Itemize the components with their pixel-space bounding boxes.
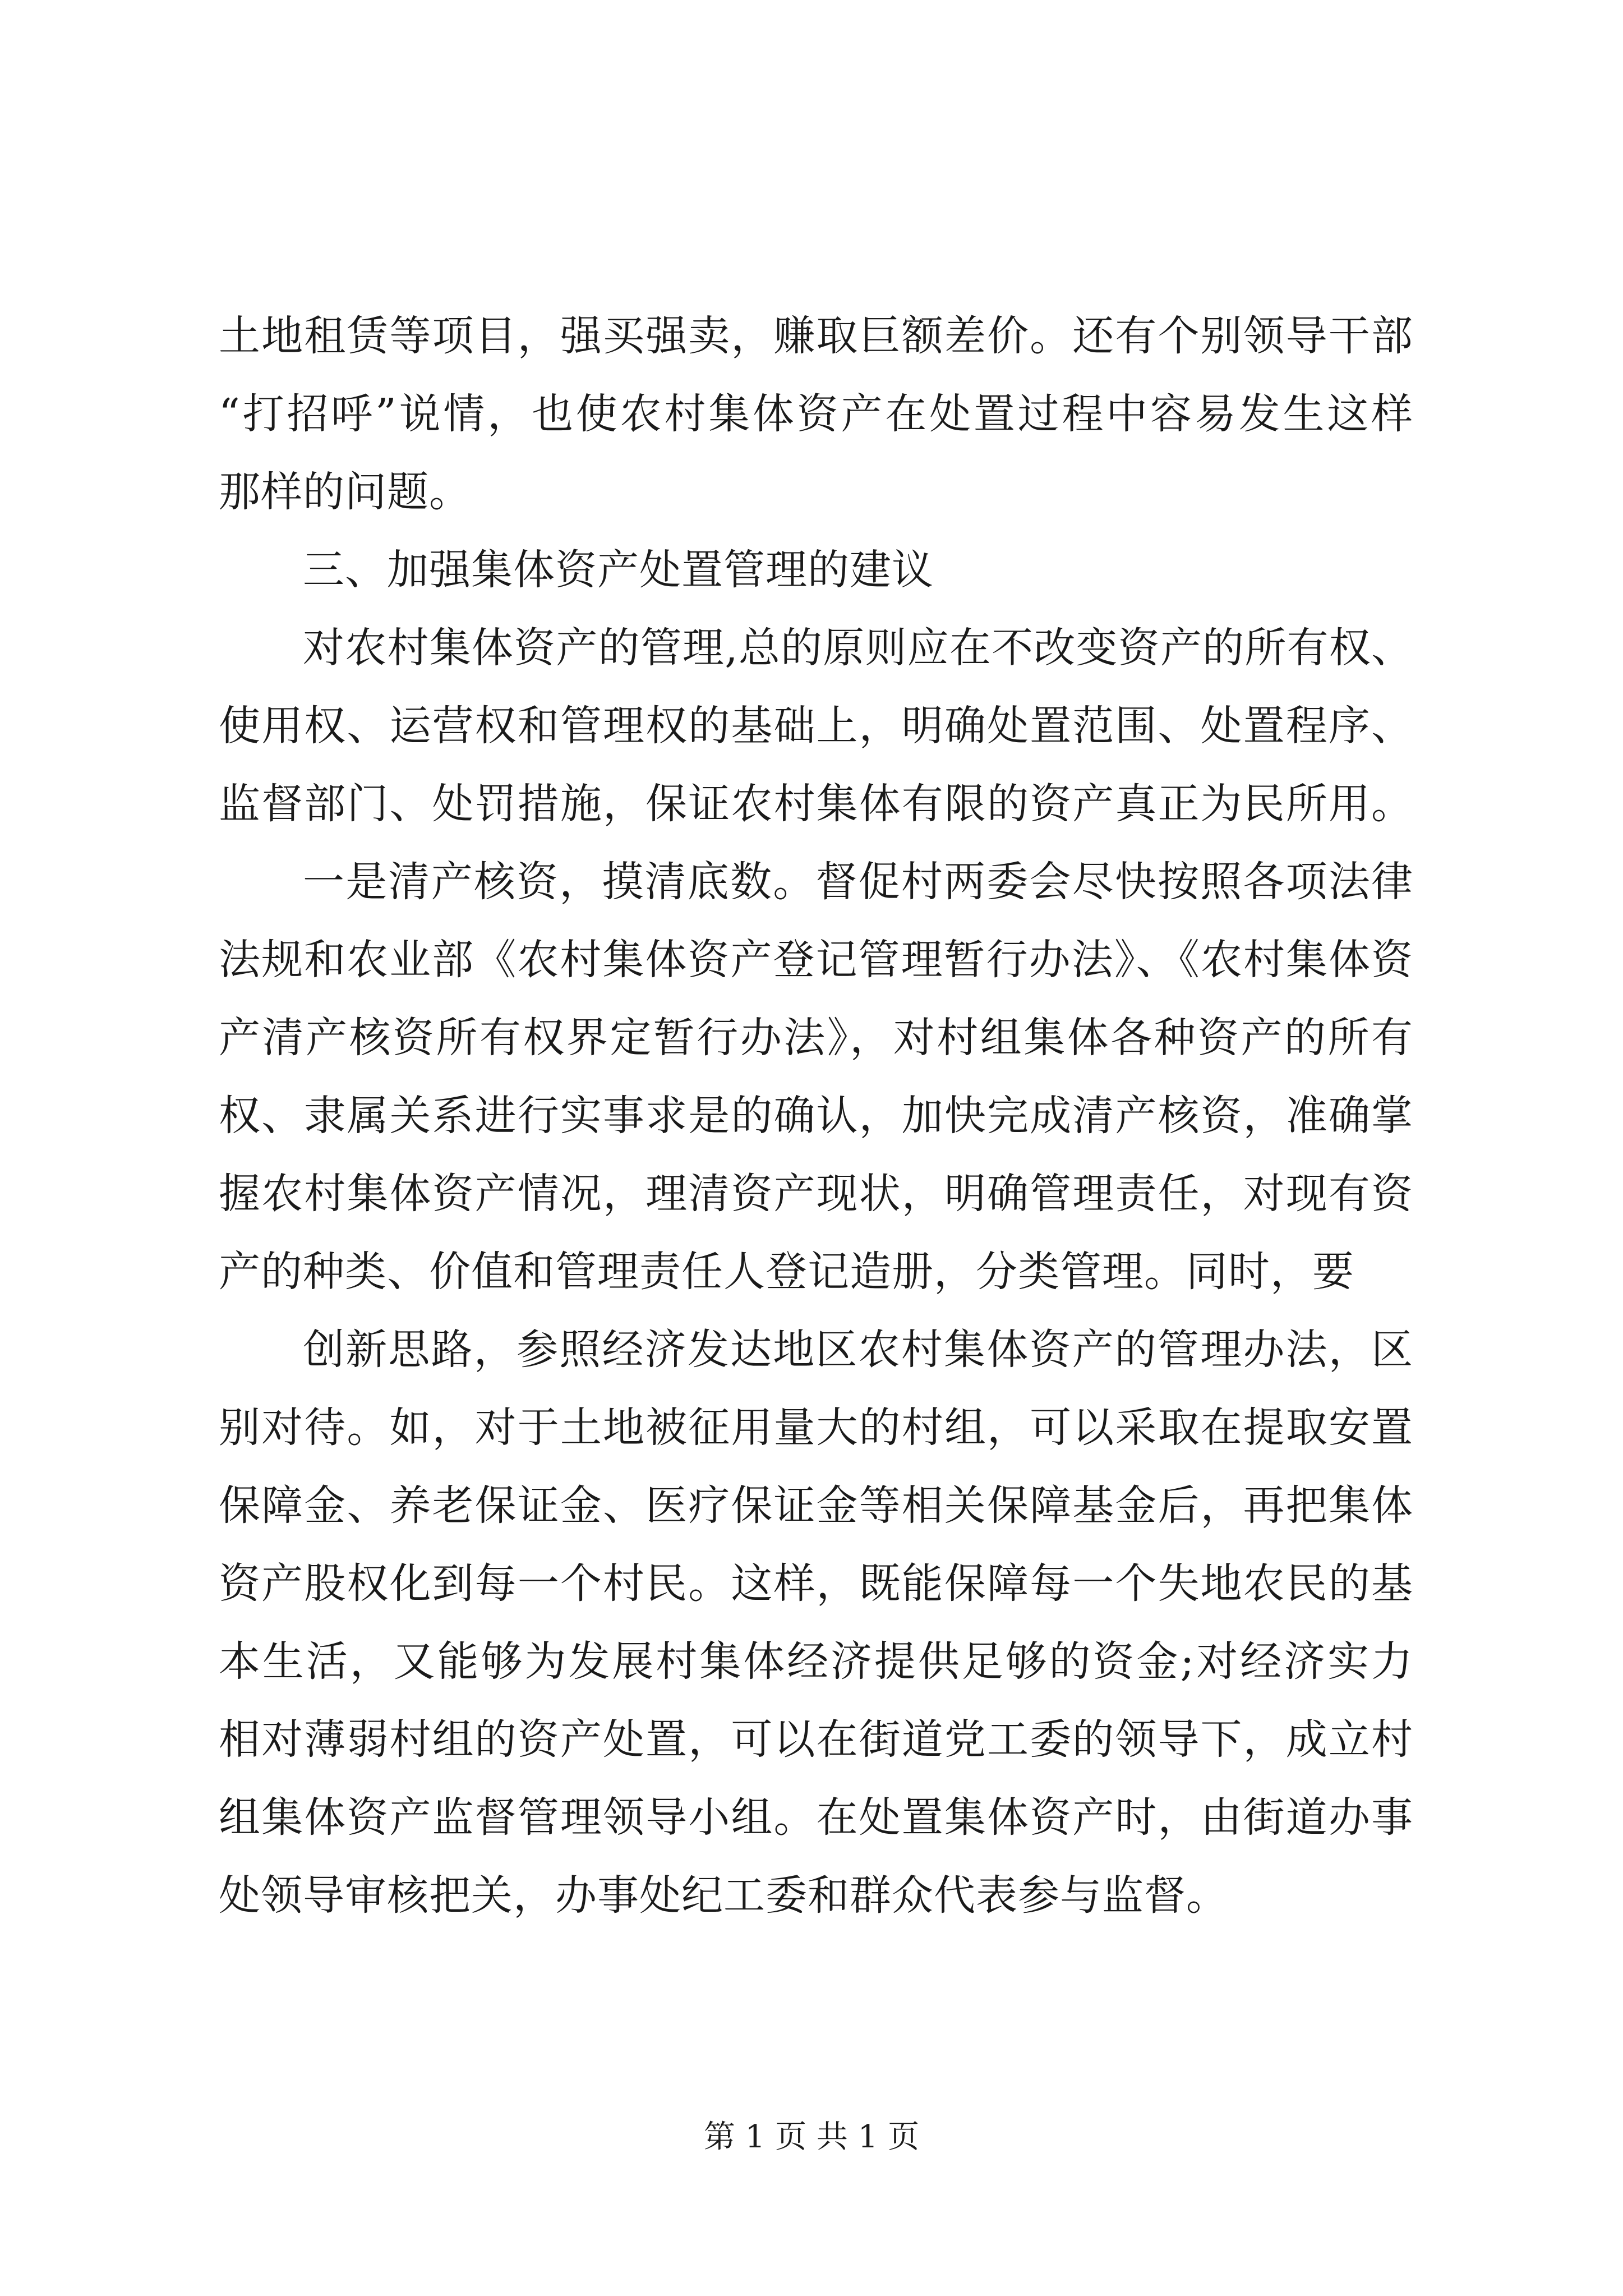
text-line: 握农村集体资产情况，理清资产现状，明确管理责任，对现有资	[219, 1170, 1413, 1218]
text-line: 组集体资产监督管理领导小组。在处置集体资产时，由街道办事	[219, 1793, 1413, 1842]
text-line: 本生活，又能够为发展村集体经济提供足够的资金;对经济实力	[219, 1637, 1413, 1686]
text-line: 处领导审核把关，办事处纪工委和群众代表参与监督。	[219, 1871, 1228, 1920]
text-line: 资产股权化到每一个村民。这样，既能保障每一个失地农民的基	[219, 1559, 1413, 1608]
text-line: “打招呼”说情，也使农村集体资产在处置过程中容易发生这样	[219, 390, 1413, 438]
text-line: 使用权、运营权和管理权的基础上，明确处置范围、处置程序、	[219, 702, 1413, 750]
text-line: 创新思路，参照经济发达地区农村集体资产的管理办法，区	[303, 1326, 1413, 1374]
text-line: 三、加强集体资产处置管理的建议	[303, 546, 934, 594]
text-line: 一是清产核资，摸清底数。督促村两委会尽快按照各项法律	[303, 858, 1413, 906]
text-line: 保障金、养老保证金、医疗保证金等相关保障基金后，再把集体	[219, 1481, 1413, 1530]
text-line: 对农村集体资产的管理,总的原则应在不改变资产的所有权、	[303, 624, 1413, 672]
page-footer: 第 1 页 共 1 页	[703, 2119, 920, 2155]
text-line: 产清产核资所有权界定暂行办法》，对村组集体各种资产的所有	[219, 1014, 1413, 1062]
document-body	[219, 297, 1413, 1935]
text-line: 相对薄弱村组的资产处置，可以在街道党工委的领导下，成立村	[219, 1715, 1413, 1764]
text-line: 监督部门、处罚措施，保证农村集体有限的资产真正为民所用。	[219, 780, 1413, 828]
text-line: 别对待。如，对于土地被征用量大的村组，可以采取在提取安置	[219, 1404, 1413, 1452]
text-line: 法规和农业部《农村集体资产登记管理暂行办法》、《农村集体资	[219, 936, 1413, 984]
text-line: 产的种类、价值和管理责任人登记造册，分类管理。同时，要	[219, 1248, 1354, 1296]
text-line: 土地租赁等项目，强买强卖，赚取巨额差价。还有个别领导干部	[219, 312, 1413, 360]
text-line: 权、隶属关系进行实事求是的确认，加快完成清产核资，准确掌	[219, 1092, 1413, 1140]
text-line: 那样的问题。	[219, 468, 471, 516]
